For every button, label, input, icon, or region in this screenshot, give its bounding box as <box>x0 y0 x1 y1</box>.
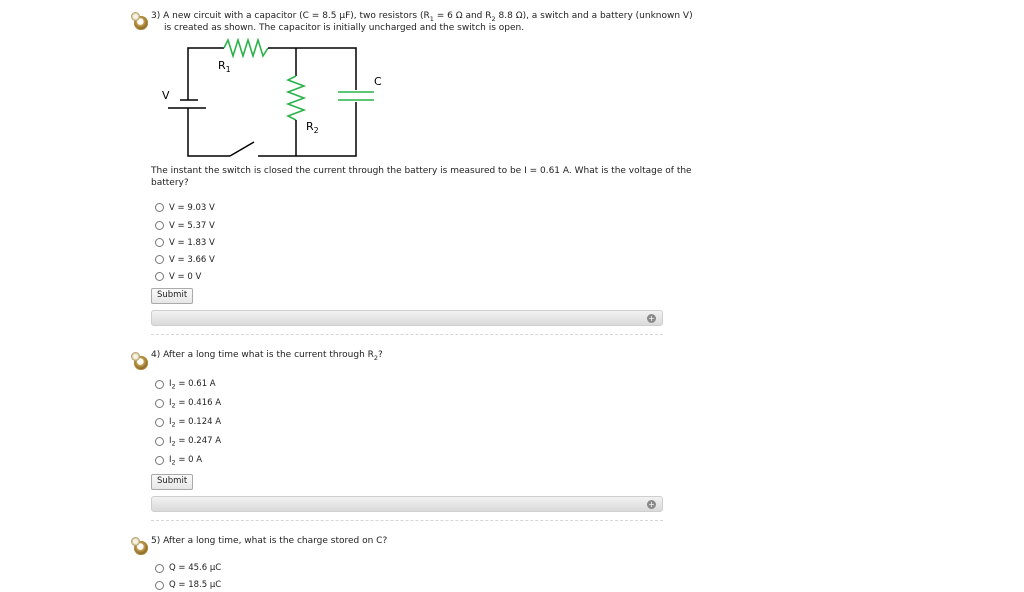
q4-option-label[interactable]: $I_2 = 0.247$ A <box>169 436 222 448</box>
q3-sub-r2: 2 <box>491 14 496 23</box>
radio-button[interactable] <box>155 399 164 408</box>
q3-option-label[interactable]: V = 5.37 V <box>169 221 215 231</box>
radio-button[interactable] <box>155 418 164 427</box>
wire-top-right <box>268 48 356 90</box>
wire-bottom-left <box>188 108 230 156</box>
q3-text-line2: is created as shown. The capacitor is initially uncharged and the switch is open. <box>164 23 525 33</box>
plus-circle-icon[interactable]: + <box>648 314 655 323</box>
question-badge-icon <box>134 356 148 370</box>
q3-prompt-line2: battery? <box>151 178 189 188</box>
label-r2: $R_2$ <box>306 120 319 135</box>
q3-option-label[interactable]: V = 1.83 V <box>169 238 215 248</box>
q3-prompt-line1: The instant the switch is closed the current through the battery is measured to be I = 0.61 A. What is the voltage of the <box>151 166 692 176</box>
q5-text: 5) After a long time, what is the charge stored on C? <box>151 536 388 546</box>
question-badge-icon <box>134 16 148 30</box>
label-c: C <box>374 75 382 88</box>
radio-button[interactable] <box>155 564 164 573</box>
q4-text-main: 4) After a long time what is the current through R <box>151 350 374 360</box>
q4-feedback-bar[interactable] <box>151 496 663 512</box>
separator <box>151 520 663 521</box>
resistor-r1 <box>224 40 268 56</box>
q4-submit-button[interactable]: Submit <box>151 474 193 490</box>
q3-option-label[interactable]: V = 3.66 V <box>169 255 215 265</box>
q5-option-label[interactable]: Q = 18.5 μC <box>169 580 222 590</box>
question-badge-icon <box>134 541 148 555</box>
circuit-diagram <box>150 38 390 164</box>
plus-circle-icon[interactable]: + <box>648 500 655 509</box>
q3-option-label[interactable]: V = 0 V <box>169 272 202 282</box>
switch-lever <box>230 142 254 156</box>
radio-button[interactable] <box>155 456 164 465</box>
label-r1: $R_1$ <box>218 59 231 74</box>
q4-text-sub: 2 <box>373 353 379 362</box>
q3-feedback-bar[interactable] <box>151 310 663 326</box>
q4-option-label[interactable]: $I_2 = 0.124$ A <box>169 417 222 429</box>
q3-sub-r1: 1 <box>429 14 434 23</box>
q4-option-label[interactable]: $I_2 = 0.416$ A <box>169 398 222 410</box>
radio-button[interactable] <box>155 380 164 389</box>
q3-text-part3: 8.8 Ω), a switch and a battery (unknown V) <box>495 11 693 21</box>
q5-option-label[interactable]: Q = 45.6 μC <box>169 563 222 573</box>
radio-button[interactable] <box>155 203 164 212</box>
radio-button[interactable] <box>155 255 164 264</box>
radio-button[interactable] <box>155 581 164 590</box>
separator <box>151 334 663 335</box>
label-v: V <box>162 89 170 102</box>
q4-text <box>151 349 383 364</box>
q3-text-part2: = 6 Ω and R <box>433 11 492 21</box>
q4-option-label[interactable]: $I_2 = 0.61$ A <box>169 379 216 391</box>
resistor-r2 <box>288 76 304 120</box>
radio-button[interactable] <box>155 238 164 247</box>
radio-button[interactable] <box>155 437 164 446</box>
q3-option-label[interactable]: V = 9.03 V <box>169 203 215 213</box>
q4-text-end: ? <box>378 350 383 360</box>
q4-option-label[interactable]: $I_2 = 0$ A <box>169 455 203 467</box>
q3-submit-button[interactable]: Submit <box>151 288 193 304</box>
radio-button[interactable] <box>155 221 164 230</box>
q3-text-part1: 3) A new circuit with a capacitor (C = 8.5 μF), two resistors (R <box>151 11 430 21</box>
radio-button[interactable] <box>155 272 164 281</box>
